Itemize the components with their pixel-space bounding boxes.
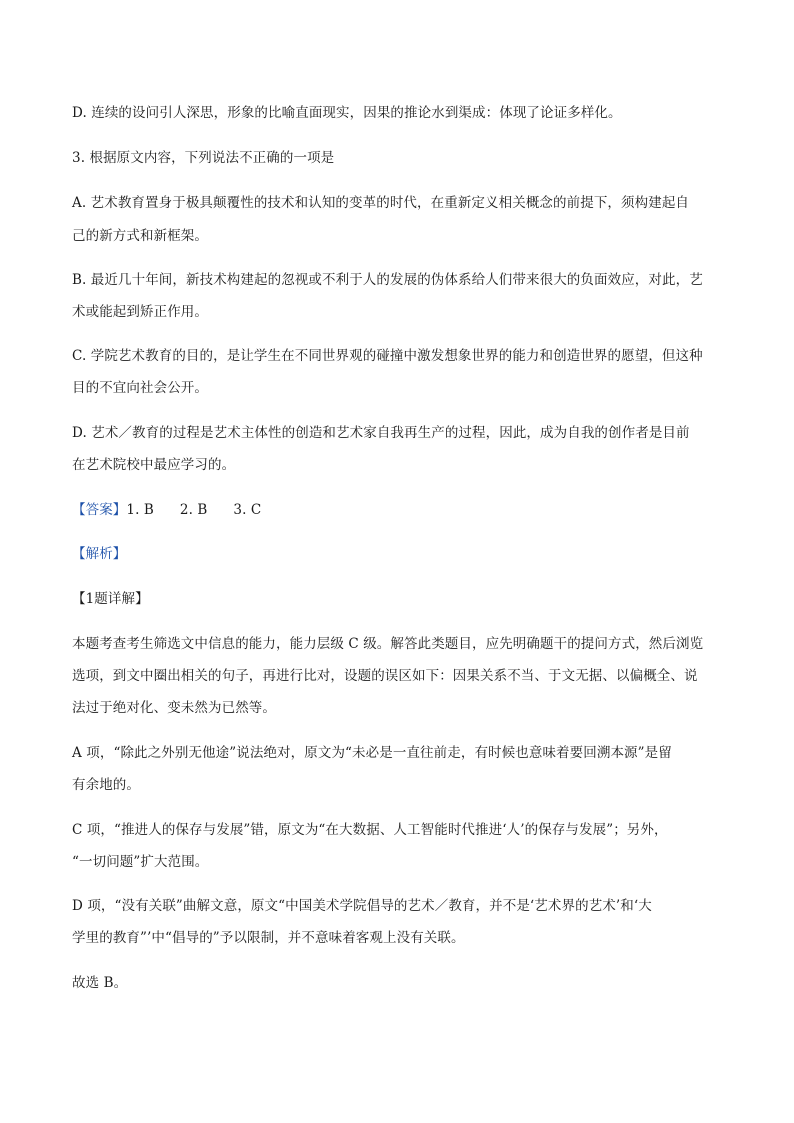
analysis-a-line1: A 项，“除此之外别无他途”说法绝对，原文为“未必是一直往前走，有时候也意味着要回溯本源”是留 [72, 745, 672, 761]
q3-option-d-line1: D. 艺术／教育的过程是艺术主体性的创造和艺术家自我再生产的过程，因此，成为自我的创作者是目前 [72, 425, 690, 441]
analysis-c-line1: C 项，“推进人的保存与发展”错，原文为“在大数据、人工智能时代推进‘人’的保存与发展”；另外， [72, 822, 668, 838]
answer-row [72, 501, 732, 519]
analysis-conclusion: 故选 B。 [72, 975, 128, 991]
q3-option-a-line1: A. 艺术教育置身于极具颠覆性的技术和认知的变革的时代，在重新定义相关概念的前提下，须构建起自 [72, 195, 690, 211]
analysis-p1-line3: 法过于绝对化、变未然为已然等。 [72, 700, 276, 716]
analysis-a-line2: 有余地的。 [72, 777, 140, 793]
q2-option-d: D. 连续的设问引人深思，形象的比喻直面现实，因果的推论水到渠成：体现了论证多样化。 [72, 105, 622, 121]
q3-option-c-line2: 目的不宜向社会公开。 [72, 380, 208, 396]
q3-stem: 3. 根据原文内容，下列说法不正确的一项是 [72, 150, 335, 166]
q3-option-c-line1: C. 学院艺术教育的目的，是让学生在不同世界观的碰撞中激发想象世界的能力和创造世界的愿望，但这种 [72, 348, 703, 364]
detail-title: 【1题详解】 [72, 591, 149, 607]
analysis-p1-line2: 选项，到文中圈出相关的句子，再进行比对，设题的误区如下：因果关系不当、于文无据、以偏概全、说 [72, 668, 698, 684]
answer-label: 【答案】 [72, 502, 127, 518]
analysis-d-line2: 学里的教育”’中“倡导的”予以限制，并不意味着客观上没有关联。 [72, 930, 465, 946]
q3-option-b-line1: B. 最近几十年间，新技术构建起的忽视或不利于人的发展的伪体系给人们带来很大的负面效应，对此，艺 [72, 272, 703, 288]
answer-item-3: 3. C [233, 502, 262, 518]
analysis-d-line1: D 项，“没有关联”曲解文意，原文“中国美术学院倡导的艺术／教育，并不是‘艺术界的艺术’和‘大 [72, 898, 652, 914]
analysis-c-line2: “一切问题”扩大范围。 [72, 854, 209, 870]
analysis-p1-line1: 本题考查考生筛选文中信息的能力，能力层级 C 级。解答此类题目，应先明确题干的提问方式，然后浏览 [72, 636, 704, 652]
analysis-label: 【解析】 [72, 546, 127, 562]
answer-item-1: 1. B [126, 502, 154, 518]
q3-option-d-line2: 在艺术院校中最应学习的。 [72, 457, 236, 473]
answer-item-2: 2. B [179, 502, 208, 518]
q3-option-a-line2: 己的新方式和新框架。 [72, 228, 208, 244]
q3-option-b-line2: 术或能起到矫正作用。 [72, 304, 208, 320]
